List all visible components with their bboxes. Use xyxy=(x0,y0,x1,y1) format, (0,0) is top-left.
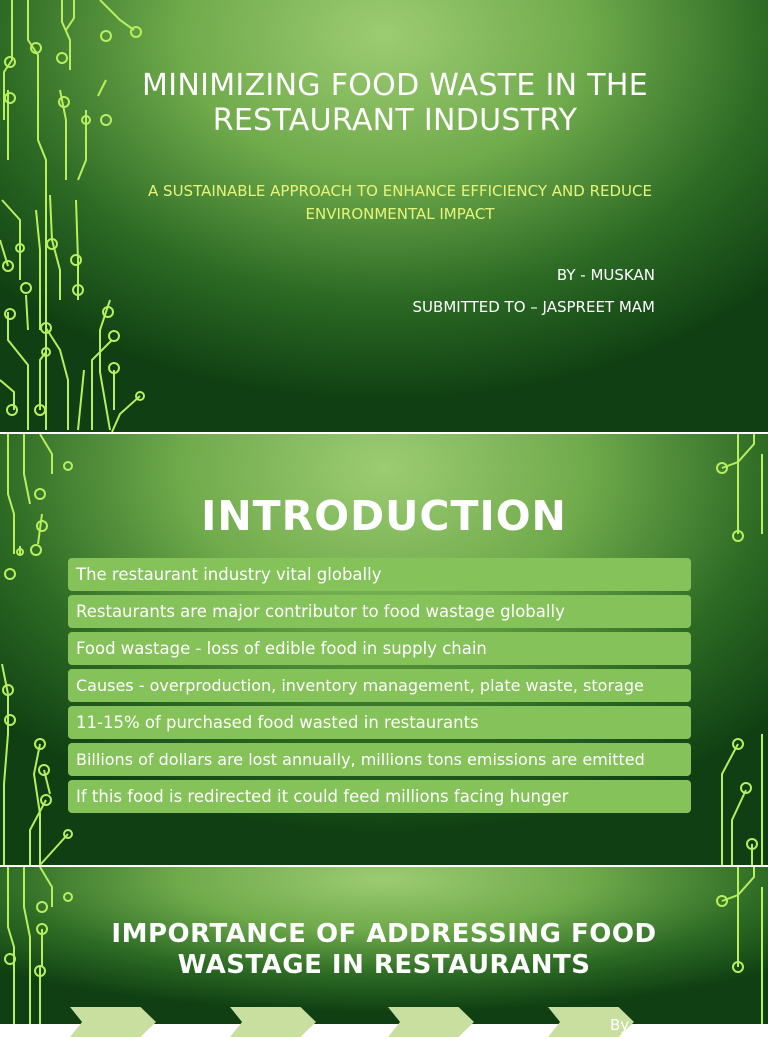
list-item: If this food is redirected it could feed millions facing hunger xyxy=(68,780,691,813)
list-item: 11-15% of purchased food wasted in restaurants xyxy=(68,706,691,739)
submitted-to-line: SUBMITTED TO – JASPREET MAM xyxy=(412,298,655,316)
list-item: Billions of dollars are lost annually, millions tons emissions are emitted xyxy=(68,743,691,776)
chevron-shape xyxy=(70,1007,156,1037)
list-item: Food wastage - loss of edible food in supply chain xyxy=(68,632,691,665)
chevron-shape xyxy=(230,1007,316,1037)
slide-title: MINIMIZING FOOD WASTE IN THE RESTAURANT INDUSTRY xyxy=(142,68,648,138)
introduction-slide xyxy=(0,434,768,865)
slide-title: IMPORTANCE OF ADDRESSING FOOD WASTAGE IN RESTAURANTS xyxy=(111,919,657,980)
slide-title: INTRODUCTION xyxy=(201,492,567,540)
list-item: Restaurants are major contributor to food wastage globally xyxy=(68,595,691,628)
circuit-decoration-icon xyxy=(708,867,768,1024)
slide-subtitle: A SUSTAINABLE APPROACH TO ENHANCE EFFICIENCY AND REDUCE ENVIRONMENTAL IMPACT xyxy=(148,182,652,223)
list-item: Causes - overproduction, inventory management, plate waste, storage xyxy=(68,669,691,702)
title-slide xyxy=(0,0,768,432)
list-item: The restaurant industry vital globally xyxy=(68,558,691,591)
partial-text: By xyxy=(610,1016,630,1034)
chevron-shape xyxy=(388,1007,474,1037)
introduction-list xyxy=(68,558,691,817)
author-line: BY - MUSKAN xyxy=(556,266,655,284)
importance-slide xyxy=(0,867,768,1034)
